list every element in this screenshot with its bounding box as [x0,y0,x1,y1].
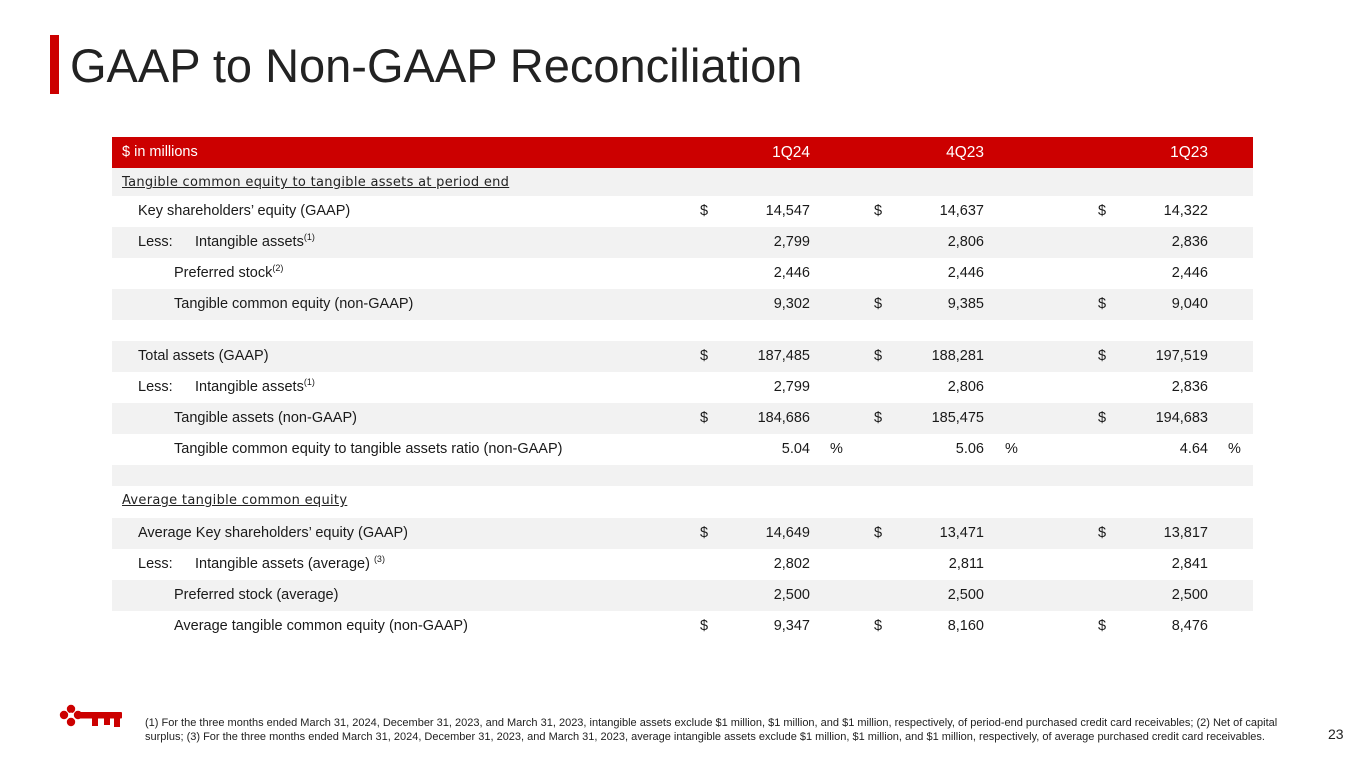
currency-symbol: $ [874,618,883,634]
percent-symbol: % [1005,441,1018,457]
value-1q24: 14,547 [765,203,810,219]
key-logo-icon [56,704,124,734]
currency-symbol: $ [700,525,709,541]
currency-symbol: $ [1098,296,1107,312]
value-1q23: 2,836 [1171,234,1208,250]
table-row [112,434,1253,465]
footnote-ref: (1) [303,232,315,242]
percent-symbol: % [1228,441,1241,457]
footnote-ref: (2) [272,263,284,273]
currency-symbol: $ [874,410,883,426]
table-row [112,580,1253,611]
column-header-1q23: 1Q23 [1170,144,1208,161]
value-4q23: 2,500 [947,587,984,603]
row-label [174,258,283,289]
less-label: Less: [138,379,173,395]
value-1q24: 2,799 [773,234,810,250]
section-title: Tangible common equity to tangible assets at period end [122,175,510,190]
row-label: Key shareholders’ equity (GAAP) [138,203,351,219]
row-label [195,227,315,258]
value-1q23: 2,836 [1171,379,1208,395]
value-1q23: 194,683 [1155,410,1208,426]
value-4q23: 13,471 [939,525,984,541]
reconciliation-table [112,137,1253,642]
row-label: Total assets (GAAP) [138,348,269,364]
value-1q23: 14,322 [1163,203,1208,219]
table-row [112,196,1253,227]
spacer-row [112,320,1253,341]
value-1q24: 187,485 [757,348,810,364]
value-1q24: 2,802 [773,556,810,572]
footnote-ref: (1) [303,377,315,387]
table-row [112,611,1253,642]
value-4q23: 8,160 [947,618,984,634]
value-4q23: 5.06 [955,441,984,457]
column-header-4q23: 4Q23 [946,144,984,161]
row-label: Tangible common equity (non-GAAP) [174,296,414,312]
currency-symbol: $ [700,410,709,426]
row-label-text: Preferred stock [174,265,273,281]
value-1q23: 8,476 [1171,618,1208,634]
page-title: GAAP to Non-GAAP Reconciliation [70,39,803,92]
row-label [195,549,385,580]
table-header-row [112,137,1253,168]
table-row [112,258,1253,289]
currency-symbol: $ [874,203,883,219]
value-1q23: 4.64 [1179,441,1208,457]
value-1q24: 2,446 [773,265,810,281]
currency-symbol: $ [1098,348,1107,364]
row-label: Average Key shareholders’ equity (GAAP) [138,525,408,541]
section-header-row [112,168,1253,196]
value-1q23: 9,040 [1171,296,1208,312]
value-1q24: 184,686 [757,410,810,426]
value-4q23: 188,281 [931,348,984,364]
row-label-text: Intangible assets (average) [195,556,370,572]
units-label: $ in millions [122,144,198,160]
currency-symbol: $ [874,525,883,541]
spacer-row [112,465,1253,486]
less-label: Less: [138,556,173,572]
value-1q23: 2,446 [1171,265,1208,281]
table-row [112,403,1253,434]
value-1q24: 9,302 [773,296,810,312]
value-1q24: 14,649 [765,525,810,541]
value-4q23: 2,811 [948,556,984,572]
table-row [112,227,1253,258]
value-4q23: 2,806 [947,379,984,395]
page-number: 23 [1328,726,1344,742]
currency-symbol: $ [1098,618,1107,634]
value-4q23: 2,446 [947,265,984,281]
row-label: Preferred stock (average) [174,587,339,603]
section-header-row [112,486,1253,518]
value-1q24: 9,347 [773,618,810,634]
row-label: Tangible assets (non-GAAP) [174,410,357,426]
row-label-text: Intangible assets [195,379,304,395]
currency-symbol: $ [1098,203,1107,219]
currency-symbol: $ [1098,525,1107,541]
row-label-text: Intangible assets [195,234,304,250]
currency-symbol: $ [700,203,709,219]
value-4q23: 9,385 [947,296,984,312]
title-accent-bar [50,35,59,94]
table-row [112,289,1253,320]
footnote-ref: (3) [373,554,385,564]
table-row [112,518,1253,549]
table-row [112,341,1253,372]
section-title: Average tangible common equity [122,493,348,508]
table-row [112,549,1253,580]
currency-symbol: $ [700,618,709,634]
row-label: Average tangible common equity (non-GAAP) [174,618,468,634]
value-1q23: 2,500 [1171,587,1208,603]
value-4q23: 2,806 [947,234,984,250]
value-4q23: 14,637 [939,203,984,219]
table-row [112,372,1253,403]
value-1q23: 2,841 [1171,556,1208,572]
currency-symbol: $ [700,348,709,364]
value-1q23: 197,519 [1155,348,1208,364]
row-label [195,372,315,403]
currency-symbol: $ [874,348,883,364]
less-label: Less: [138,234,173,250]
percent-symbol: % [830,441,843,457]
value-4q23: 185,475 [931,410,984,426]
currency-symbol: $ [1098,410,1107,426]
value-1q24: 2,500 [773,587,810,603]
value-1q24: 2,799 [773,379,810,395]
row-label: Tangible common equity to tangible assets ratio (non-GAAP) [174,441,563,457]
currency-symbol: $ [874,296,883,312]
value-1q23: 13,817 [1163,525,1208,541]
column-header-1q24: 1Q24 [772,144,810,161]
footnote-text: (1) For the three months ended March 31, 2024, December 31, 2023, and March 31, 2023, intangible assets exclude $1 million, $1 million, and $1 million, respectively, of period-end purchased credit card receivables; (2) Net of capital surplus; (3) For the three months ended March 31, 2024, December 31, 2023, and March 31, 2023, average intangible assets exclude $1 million, $1 million, and $1 million, respectively, of average purchased credit card receivables. [145,717,1278,743]
value-1q24: 5.04 [781,441,810,457]
